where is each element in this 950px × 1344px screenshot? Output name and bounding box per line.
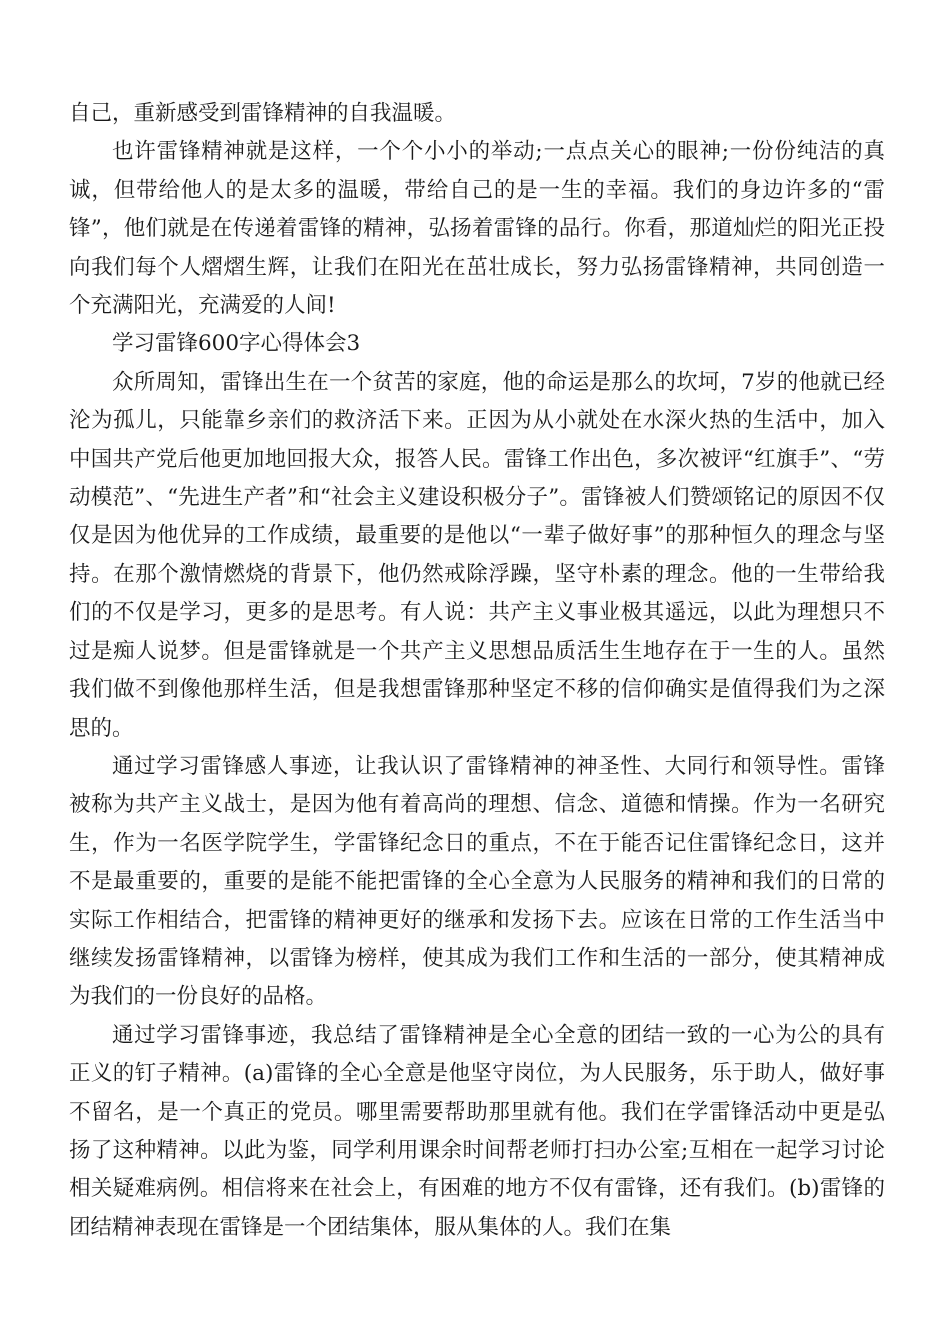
paragraph-continuation: 自己，重新感受到雷锋精神的自我温暖。	[69, 101, 457, 126]
paragraph-study: 通过学习雷锋感人事迹，让我认识了雷锋精神的神圣性、大同行和领导性。雷锋被称为共产主义战士，是因为他有着高尚的理想、信念、道德和情操。作为一名研究生，作为一名医学院学生，学雷锋纪念日的重点，不在于能否记住雷锋纪念日，这并不是最重要的，重要的是能不能把雷锋的全心全意为人民服务的精神和我们的日常的实际工作相结合，把雷锋的精神更好的继承和发扬下去。应该在日常的工作生活当中继续发扬雷锋精神，以雷锋为榜样，使其成为我们工作和生活的一部分，使其精神成为我们的一份良好的品格。	[69, 753, 885, 1010]
document-page	[69, 95, 885, 1247]
section-heading: 学习雷锋600字心得体会3	[112, 331, 361, 357]
paragraph-biography: 众所周知，雷锋出生在一个贫苦的家庭，他的命运是那么的坎坷，7岁的他就已经沦为孤儿，只能靠乡亲们的救济活下来。正因为从小就处在水深火热的生活中，加入中国共产党后他更加地回报大众，报答人民。雷锋工作出色，多次被评“红旗手”、“劳动模范”、“先进生产者”和“社会主义建设积极分子”。雷锋被人们赞颂铭记的原因不仅仅是因为他优异的工作成绩，最重要的是他以“一辈子做好事”的那种恒久的理念与坚持。在那个激情燃烧的背景下，他仍然戒除浮躁，坚守朴素的理念。他的一生带给我们的不仅是学习，更多的是思考。有人说：共产主义事业极其遥远，以此为理想只不过是痴人说梦。但是雷锋就是一个共产主义思想品质活生生地存在于一生的人。虽然我们做不到像他那样生活，但是我想雷锋那种坚定不移的信仰确实是值得我们为之深思的。	[69, 369, 885, 741]
paragraph-summary: 通过学习雷锋事迹，我总结了雷锋精神是全心全意的团结一致的一心为公的具有正义的钉子精神。(a)雷锋的全心全意是他坚守岗位，为人民服务，乐于助人，做好事不留名，是一个真正的党员。哪里需要帮助那里就有他。我们在学雷锋活动中更是弘扬了这种精神。以此为鉴，同学利用课余时间帮老师打扫办公室;互相在一起学习讨论相关疑难病例。相信将来在社会上，有困难的地方不仅有雷锋，还有我们。(b)雷锋的团结精神表现在雷锋是一个团结集体，服从集体的人。我们在集	[69, 1022, 885, 1240]
paragraph-spirit: 也许雷锋精神就是这样，一个个小小的举动;一点点关心的眼神;一份份纯洁的真诚，但带给他人的是太多的温暖，带给自己的是一生的幸福。我们的身边许多的“雷锋”，他们就是在传递着雷锋的精神，弘扬着雷锋的品行。你看，那道灿烂的阳光正投向我们每个人熠熠生辉，让我们在阳光在茁壮成长，努力弘扬雷锋精神，共同创造一个充满阳光，充满爱的人间!	[69, 139, 885, 319]
